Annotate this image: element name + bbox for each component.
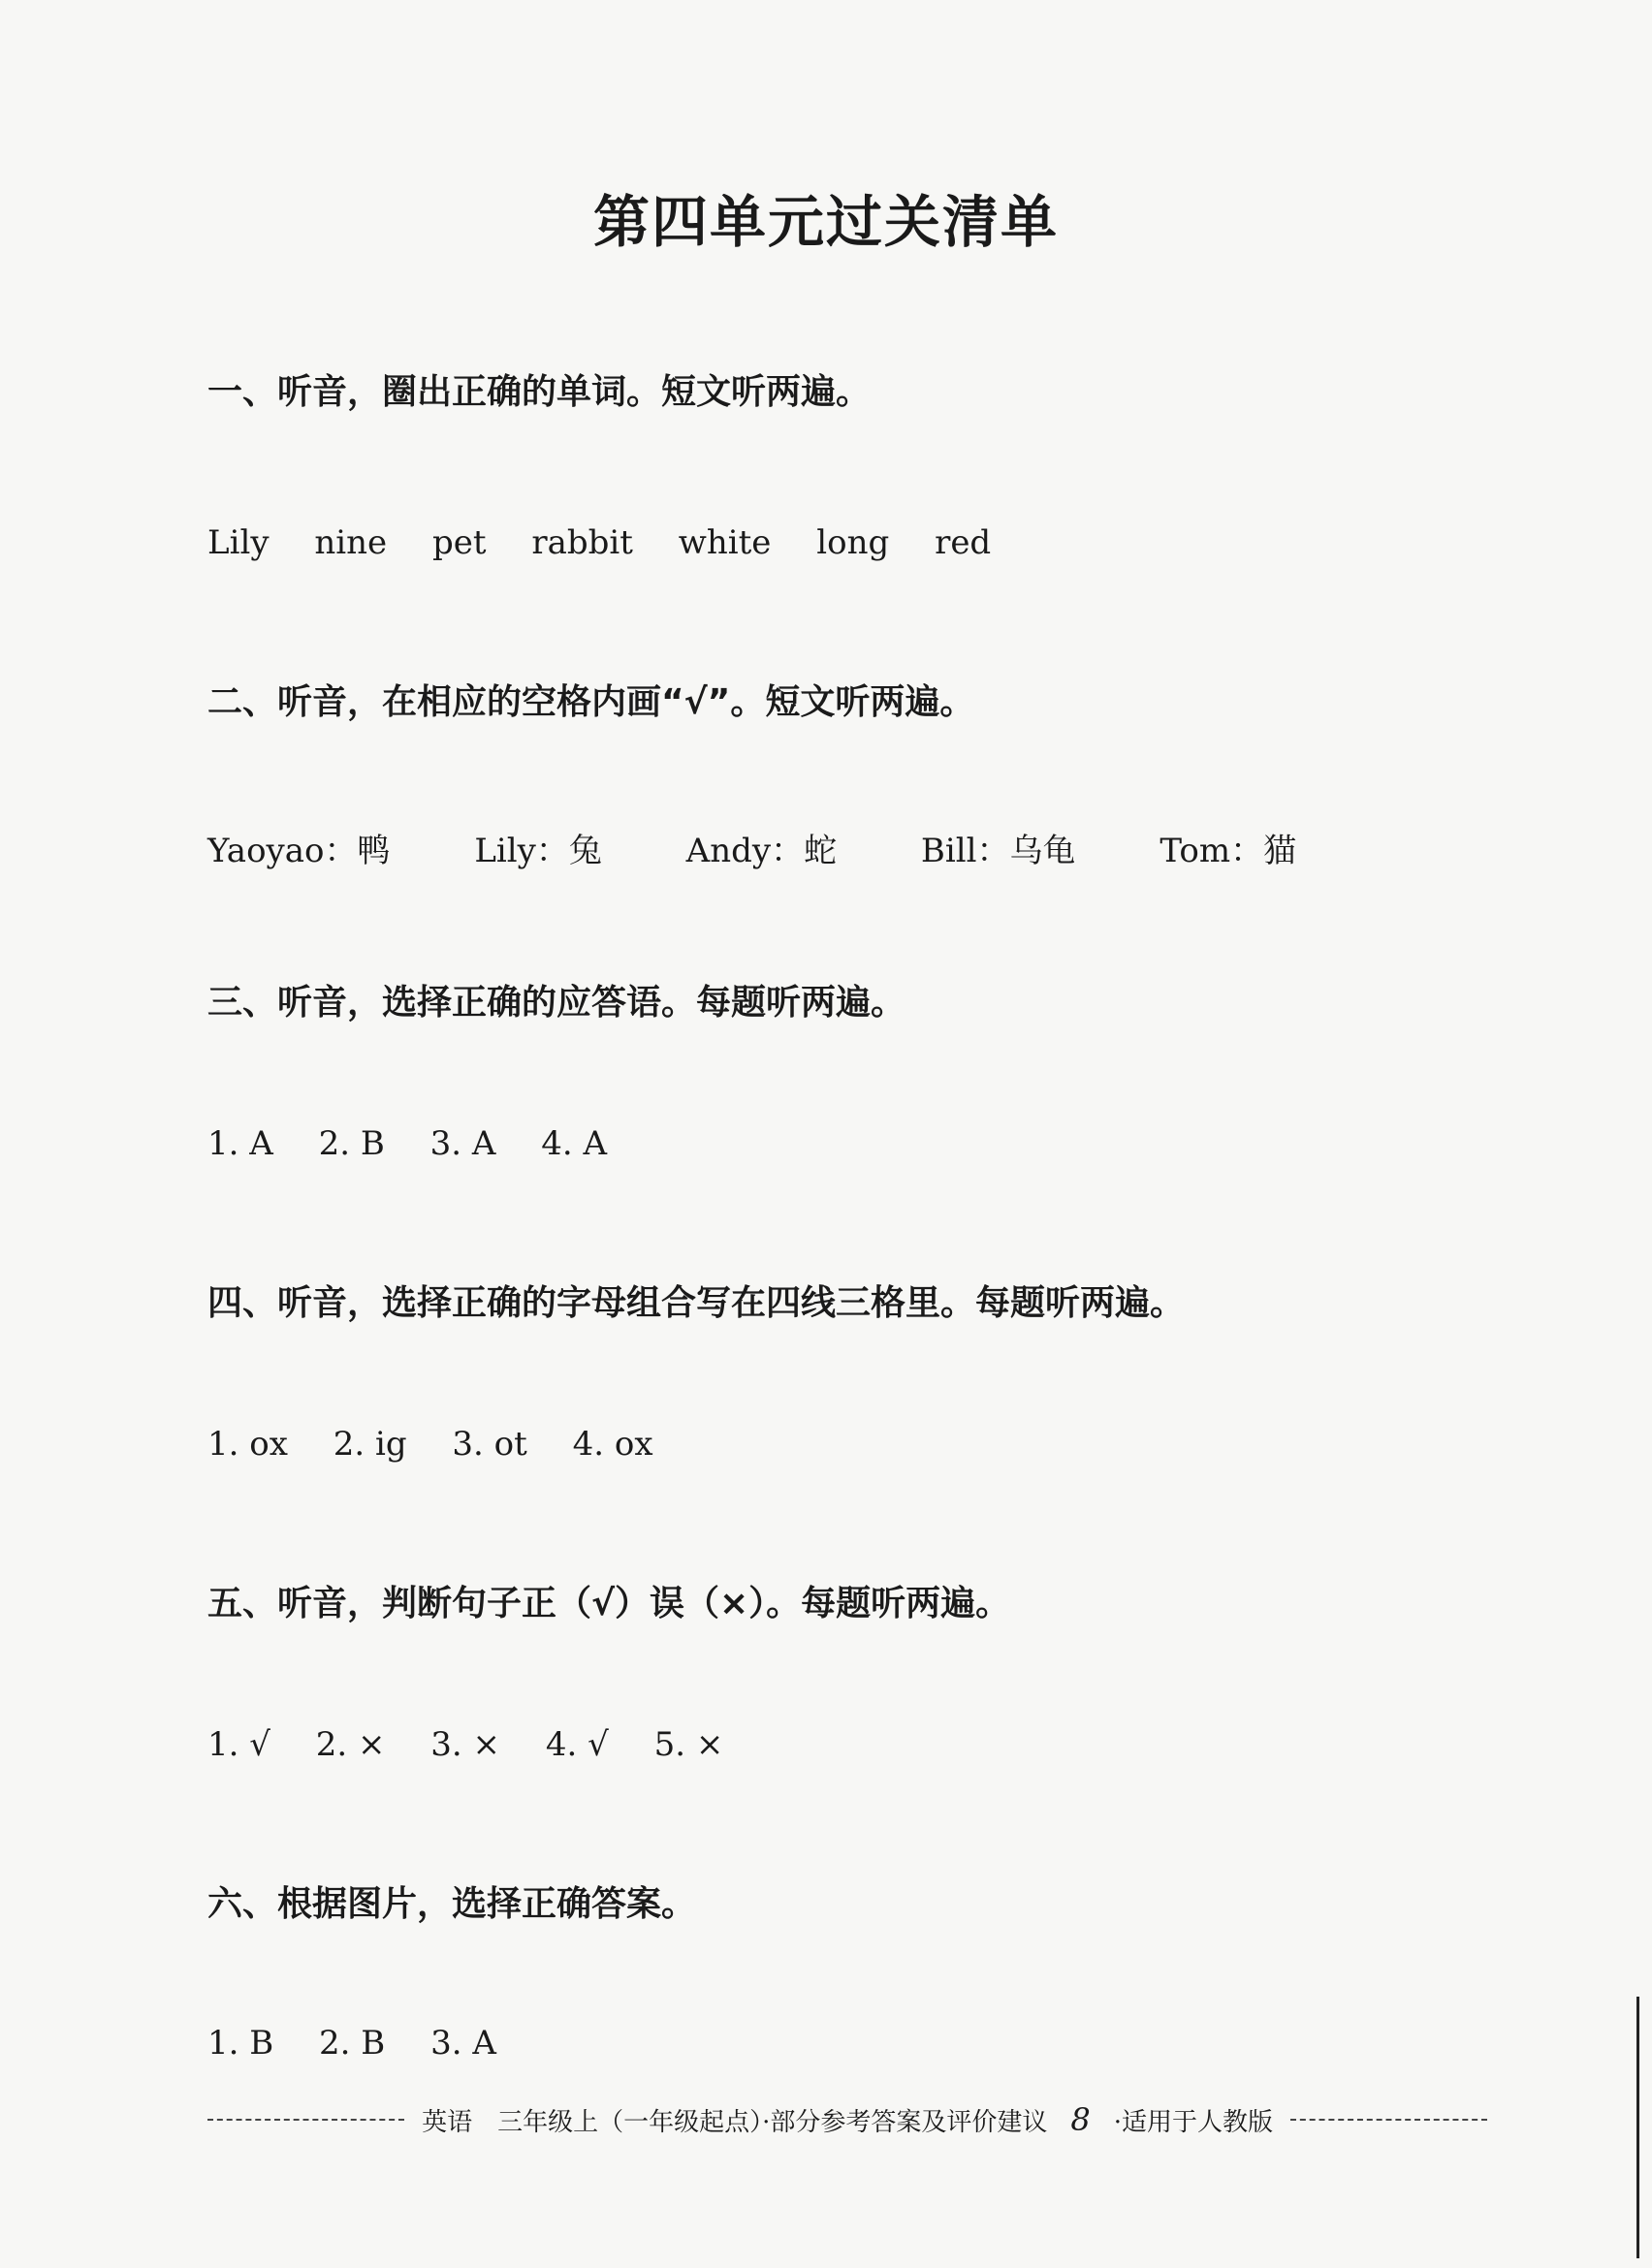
answer-item: rabbit <box>531 523 633 562</box>
section-2-answers <box>207 824 1331 871</box>
answer-item: Tom：猫 <box>1160 832 1297 870</box>
footer-dashed-rule-right <box>1290 2119 1487 2121</box>
answer-item: 2. B <box>318 1124 385 1163</box>
answer-item: 2. B <box>319 2024 386 2063</box>
answer-item: Lily <box>207 523 270 562</box>
answer-item: 2. ig <box>333 1425 407 1464</box>
answer-item: 5. × <box>653 1725 724 1764</box>
section-3-answers <box>207 1124 642 1163</box>
answer-item: 1. B <box>207 2024 274 2063</box>
section-4-heading: 四、听音，选择正确的字母组合写在四线三格里。每题听两遍。 <box>207 1283 1186 1323</box>
answer-item: 1. √ <box>207 1725 270 1764</box>
answer-item: white <box>678 523 772 562</box>
section-4-answers <box>207 1425 688 1464</box>
section-1-heading: 一、听音，圈出正确的单词。短文听两遍。 <box>207 372 872 412</box>
page-footer <box>207 2101 1487 2138</box>
scan-edge-line <box>1636 1997 1639 2258</box>
answer-item: 4. A <box>541 1124 608 1163</box>
page-title: 第四单元过关清单 <box>592 189 1059 255</box>
footer-book-info: 英语 三年级上（一年级起点）·部分参考答案及评价建议 <box>422 2107 1048 2137</box>
answer-item: 3. A <box>429 1124 496 1163</box>
answer-item: nine <box>314 523 388 562</box>
answer-item: red <box>935 523 992 562</box>
answer-item: 4. ox <box>572 1425 653 1464</box>
answer-item: 2. × <box>315 1725 386 1764</box>
answer-item: pet <box>431 523 487 562</box>
answer-item: Bill：乌龟 <box>920 832 1076 870</box>
section-1-answers <box>207 523 1026 562</box>
answer-item: 4. √ <box>545 1725 609 1764</box>
section-6-answers <box>207 2024 531 2063</box>
footer-edition: ·适用于人教版 <box>1113 2107 1273 2137</box>
section-3-heading: 三、听音，选择正确的应答语。每题听两遍。 <box>207 983 906 1023</box>
answer-item: 3. × <box>430 1725 501 1764</box>
section-5-heading: 五、听音，判断句子正（√）误（×）。每题听两遍。 <box>207 1584 1011 1623</box>
answer-item: Andy：蛇 <box>685 832 838 870</box>
section-6-heading: 六、根据图片，选择正确答案。 <box>207 1884 697 1924</box>
answer-item: Yaoyao：鸭 <box>207 832 391 870</box>
answer-item: 1. ox <box>207 1425 288 1464</box>
answer-item: 3. A <box>430 2024 496 2063</box>
answer-item: Lily：兔 <box>474 832 602 870</box>
section-2-heading: 二、听音，在相应的空格内画“√”。短文听两遍。 <box>207 682 975 722</box>
answer-item: long <box>816 523 890 562</box>
footer-dashed-rule-left <box>207 2119 404 2121</box>
answer-item: 3. ot <box>452 1425 527 1464</box>
page-number: 8 <box>1070 2101 1091 2138</box>
answer-item: 1. A <box>207 1124 273 1163</box>
section-5-answers <box>207 1725 758 1764</box>
